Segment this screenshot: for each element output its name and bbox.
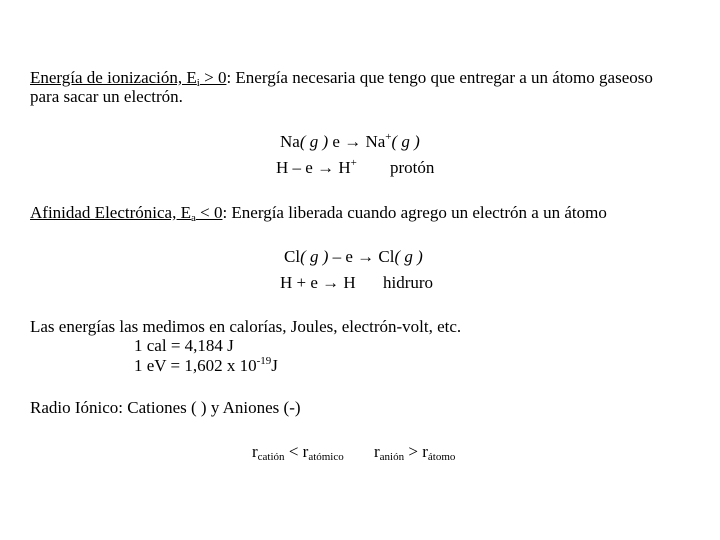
units-text: Las energías las medimos en calorías, Joules, electrón-volt, etc. xyxy=(30,317,462,336)
proton-label: protón xyxy=(390,158,435,177)
ionization-text: : Energía necesaria que tengo que entregar a un átomo gaseoso xyxy=(226,68,653,87)
ionization-definition-line2: para sacar un electrón. xyxy=(30,87,183,106)
calorie-conversion: 1 cal = 4,184 J xyxy=(134,336,234,355)
affinity-equation-chlorine: Cl( g ) – e → Cl( g ) xyxy=(284,247,423,266)
cation-radius-relation: $r_{catión} < r_{atómico}$ xyxy=(252,442,344,463)
electronvolt-conversion: 1 eV = 1,602 x $10^{-19}J$ xyxy=(134,355,278,375)
hydride-label: hidruro xyxy=(383,273,434,292)
ionization-definition-line1 xyxy=(30,68,653,88)
affinity-text: : Energía liberada cuando agrego un electrón a un átomo xyxy=(222,203,607,222)
affinity-heading: Afinidad Electrónica, $E_a < 0$ xyxy=(30,203,223,224)
ionization-heading: Energía de ionización, $E_i > 0$ xyxy=(30,68,227,89)
affinity-definition xyxy=(30,203,607,223)
ionization-equation-sodium: Na( g ) e → Na+( g ) xyxy=(280,131,420,151)
anion-radius-relation: $r_{anión} > r_{átomo}$ xyxy=(374,442,456,463)
affinity-equation-hydrogen: H + e → H xyxy=(280,273,356,292)
ionization-equation-hydrogen: H – e → H+ xyxy=(276,157,357,177)
ionic-radius-text: Radio Iónico: Cationes ( ) y Aniones (-) xyxy=(30,398,301,417)
